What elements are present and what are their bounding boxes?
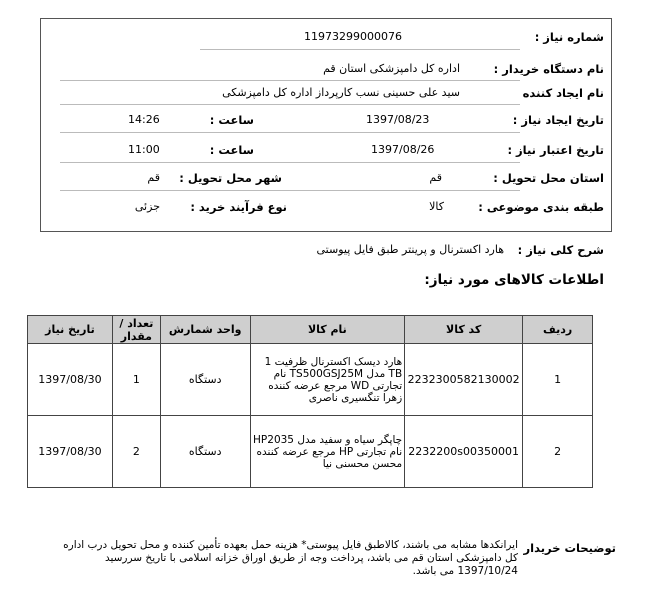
header-unit: واحد شمارش [160, 316, 250, 344]
purchase-type-label: نوع فرآیند خرید : [190, 200, 287, 214]
validity-date-value: 1397/08/26 [371, 143, 435, 156]
items-table [27, 315, 593, 488]
category-value: کالا [429, 200, 444, 213]
buyer-notes-text: ایرانکدها مشابه می باشند، کالاطبق فایل پیوستی* هزینه حمل بعهده تأمین کننده و محل تحویل درب اداره کل دامپزشکی استان قم می باشد، پرداخت وجه از طریق اوراق خزانه اسلامی با تاریخ سررسید 1397/10/24 می باشد. [63, 539, 518, 577]
created-time-label: ساعت : [209, 113, 254, 127]
divider [60, 162, 520, 163]
buyer-org-value: اداره کل دامپزشکی استان قم [323, 62, 460, 75]
cell-row-number: 1 [523, 344, 593, 416]
cell-unit: دستگاه [160, 344, 250, 416]
divider [60, 190, 520, 191]
category-label: طبقه بندی موضوعی : [478, 200, 604, 214]
table-row [28, 416, 593, 488]
cell-need-date: 1397/08/30 [28, 344, 113, 416]
validity-time-value: 11:00 [128, 143, 160, 156]
summary-label: شرح کلی نیاز : [517, 243, 604, 257]
validity-time-label: ساعت : [209, 143, 254, 157]
cell-item-name: هارد دیسک اکسترنال ظرفیت 1 TB مدل TS500GSJ25M نام تجارتی WD مرجع عرضه کننده زهرا تنگسیری ناصری [250, 344, 405, 416]
creator-label: نام ایجاد کننده [522, 86, 604, 100]
header-item-code: کد کالا [405, 316, 523, 344]
created-date-value: 1397/08/23 [366, 113, 430, 126]
cell-item-code: 2232200s00350001 [405, 416, 523, 488]
need-number-value: 11973299000076 [304, 30, 402, 43]
buyer-org-label: نام دستگاه خریدار : [493, 62, 604, 76]
divider [60, 80, 520, 81]
header-need-date: تاریخ نیاز [28, 316, 113, 344]
table-row [28, 344, 593, 416]
validity-date-label: تاریخ اعتبار نیاز : [507, 143, 604, 157]
summary-value: هارد اکسترنال و پرینتر طبق فایل پیوستی [316, 243, 504, 256]
delivery-province-label: استان محل تحویل : [493, 171, 604, 185]
buyer-notes-label: توضیحات خریدار [523, 541, 616, 555]
header-quantity: تعداد / مقدار [112, 316, 160, 344]
delivery-city-value: قم [147, 171, 160, 184]
need-number-label: شماره نیاز : [534, 30, 604, 44]
header-item-name: نام کالا [250, 316, 405, 344]
header-row-number: ردیف [523, 316, 593, 344]
created-time-value: 14:26 [128, 113, 160, 126]
cell-need-date: 1397/08/30 [28, 416, 113, 488]
cell-quantity: 1 [112, 344, 160, 416]
cell-unit: دستگاه [160, 416, 250, 488]
divider [60, 132, 520, 133]
items-section-title: اطلاعات کالاهای مورد نیاز: [424, 272, 604, 288]
divider [200, 49, 520, 50]
table-header-row [28, 316, 593, 344]
divider [60, 104, 520, 105]
purchase-type-value: جزئی [134, 200, 160, 213]
cell-item-name: چاپگر سیاه و سفید مدل HP2035 نام تجارتی HP مرجع عرضه کننده محسن محسنی نیا [250, 416, 405, 488]
cell-item-code: 2232300582130002 [405, 344, 523, 416]
created-date-label: تاریخ ایجاد نیاز : [512, 113, 604, 127]
cell-quantity: 2 [112, 416, 160, 488]
creator-value: سید علی حسینی نسب کارپرداز اداره کل دامپزشکی [222, 86, 460, 99]
cell-row-number: 2 [523, 416, 593, 488]
delivery-province-value: قم [429, 171, 442, 184]
delivery-city-label: شهر محل تحویل : [179, 171, 282, 185]
